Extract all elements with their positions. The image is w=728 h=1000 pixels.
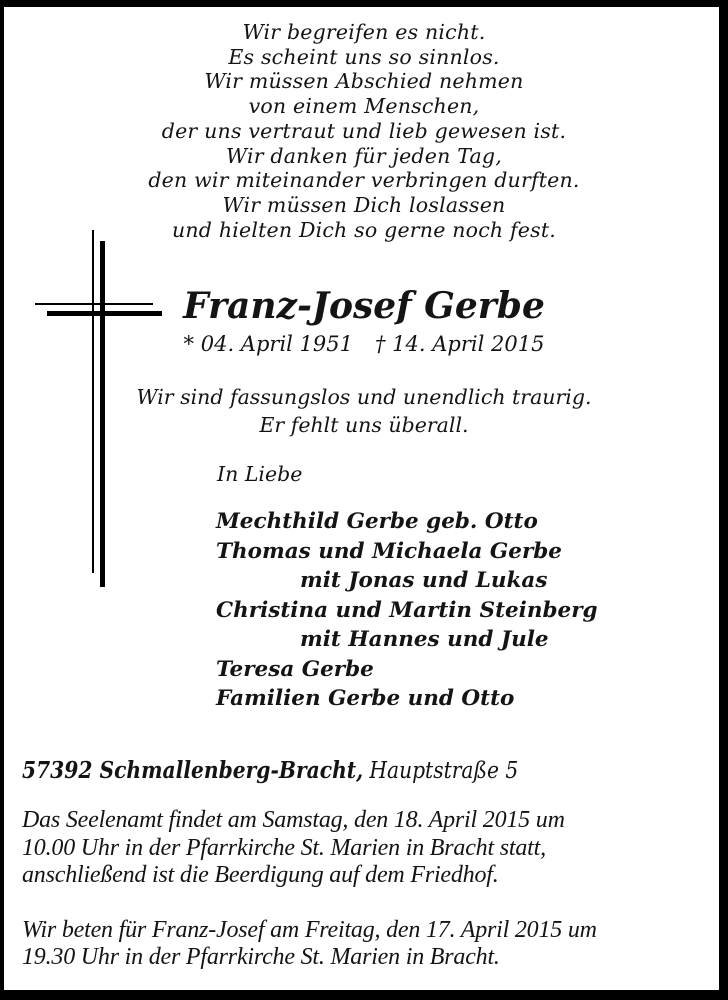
death-date: † 14. April 2015 (375, 332, 545, 356)
poem-line: Wir begreifen es nicht. (242, 20, 486, 44)
condolence-line: Wir sind fassungslos und unendlich traurig. (136, 385, 592, 409)
service-line: anschließend ist die Beerdigung auf dem Friedhof. (22, 862, 499, 888)
poem-line: Es scheint uns so sinnlos. (228, 44, 500, 69)
mourner-line-indented: mit Hannes und Jule (300, 627, 549, 652)
poem-line: Wir danken für jeden Tag, (226, 143, 502, 168)
service-line: Das Seelenamt findet am Samstag, den 18. April 2015 um (22, 807, 565, 833)
poem-line: von einem Menschen, (248, 94, 480, 119)
poem-line: den wir miteinander verbringen durften. (148, 168, 580, 193)
birth-date: * 04. April 1951 (183, 332, 353, 356)
mourner-line: Teresa Gerbe (216, 656, 374, 682)
postal-code-city: 57392 Schmallenberg-Bracht, (22, 757, 364, 784)
life-dates (0, 331, 728, 357)
funeral-service-info (22, 807, 565, 890)
condolence-text (0, 384, 728, 439)
mourners-list (216, 507, 598, 714)
prayer-line: 19.30 Uhr in der Pfarrkirche St. Marien in Bracht. (22, 943, 500, 970)
street-address: Hauptstraße 5 (369, 758, 519, 784)
poem-line: Wir müssen Abschied nehmen (204, 69, 524, 94)
service-line: 10.00 Uhr in der Pfarrkirche St. Marien in Bracht statt, (22, 834, 546, 861)
condolence-line: Er fehlt uns überall. (259, 412, 469, 437)
mourner-line: Christina und Martin Steinberg (216, 597, 598, 623)
mourner-line-indented: mit Jonas und Lukas (300, 568, 548, 593)
mourner-line: Mechthild Gerbe geb. Otto (216, 509, 538, 534)
closing-phrase: In Liebe (217, 462, 303, 486)
prayer-line: Wir beten für Franz-Josef am Freitag, den 17. April 2015 um (22, 917, 597, 943)
address-line (22, 757, 518, 785)
deceased-name: Franz-Josef Gerbe (183, 285, 545, 327)
mourner-line: Familien Gerbe und Otto (216, 686, 515, 711)
poem-line: und hielten Dich so gerne noch fest. (172, 217, 556, 242)
memorial-poem (0, 20, 728, 242)
poem-line: Wir müssen Dich loslassen (222, 192, 506, 217)
poem-line: der uns vertraut und lieb gewesen ist. (161, 118, 567, 143)
prayer-service-info (22, 917, 597, 971)
mourner-line: Thomas und Michaela Gerbe (216, 538, 562, 564)
